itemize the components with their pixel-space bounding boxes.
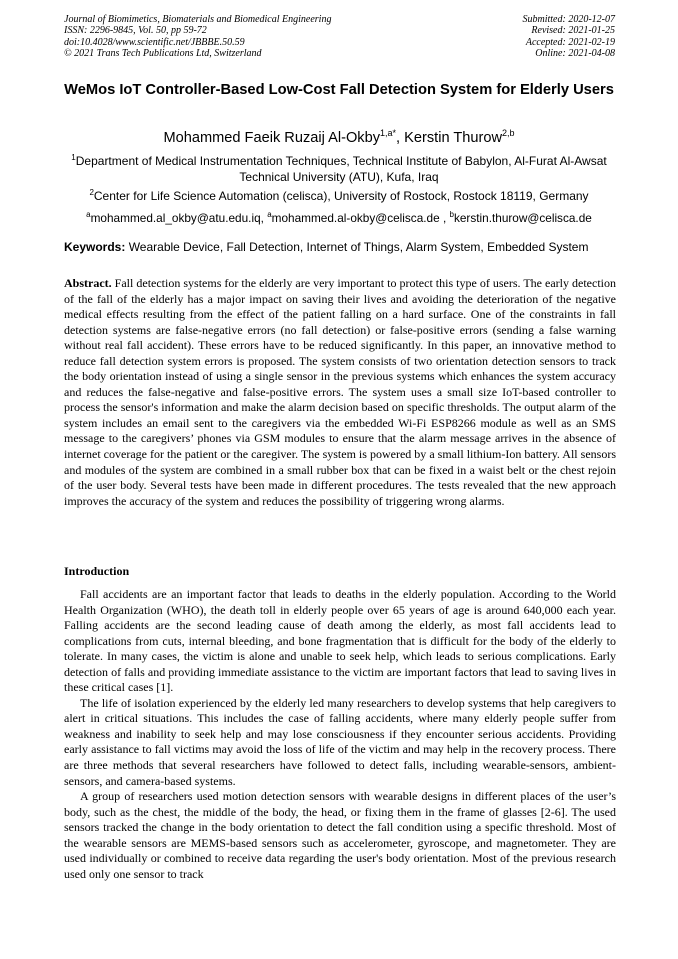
keywords (64, 240, 616, 255)
author-emails (62, 207, 616, 226)
author-affiliation-mark: 2,b (502, 128, 515, 138)
abstract-text: Fall detection systems for the elderly are very important to protect this type of users. The early detection of the fall of the elderly has a major impact on saving their lives and avoiding the deterioration of the negative medical effects resulting from the effect of the patient falling on a hard surface. One of the constraints in fall detection systems are false-negative errors (no fall detection) or false-positive errors (sending a false warning without real fall accident). These errors have to be reduced significantly. In this paper, an innovative method to reduce fall detection system errors is proposed. The system consists of two orientation detection sensors to track the body orientation instead of using a single sensor in the previous systems which enhances the system accuracy and reduces the false-negative and false-positive errors. The system uses a small size IoT-based controller to process the sensor's information and make the alarm decision based on specific thresholds. The output alarm of the system includes an email sent to the caregivers via the embedded Wi-Fi ESP8266 module as well as an SMS message to the caregivers’ phones via GSM modules to ensure that the alarm message arrives in the absence of internet coverage for the patient or the caregiver. The system is powered by a small lithium-Ion battery. All sensors and modules of the system are combined in a small rubber box that can be fixed in a waist belt or the chest rejoin of the user body. Several tests have been made in different procedures. The tests revealed that the new approach improves the accuracy of the system and reduces the possibility of triggering wrong alarms. (64, 276, 616, 508)
affiliation (62, 150, 616, 185)
abstract-label: Abstract. (64, 276, 112, 290)
author-name: Mohammed Faeik Ruzaij Al-Okby (163, 129, 381, 146)
author-affiliation-mark: 1,a* (380, 128, 397, 138)
journal-doi: doi:10.4028/www.scientific.net/JBBBE.50.59 (64, 36, 245, 48)
email-address[interactable]: mohammed.al_okby@atu.edu.iq, (90, 210, 268, 225)
journal-header (64, 14, 331, 59)
journal-name: Journal of Biomimetics, Biomaterials and Biomedical Engineering (64, 14, 332, 25)
section-heading-introduction: Introduction (64, 564, 130, 578)
paragraph: The life of isolation experienced by the elderly led many researchers to develop systems that help caregivers to alert in critical situations. This includes the case of falling accidents, where many elderly people suffer from weakness and inability to seek help and may lose consciousness if they encounter serious accidents. Providing early assistance to fall victims may avoid the loss of life of the victim and may help in the recovery process. There are three methods that several researchers have followed to detect falls, including wearable-sensors, ambient-sensors, and camera-based systems. (64, 695, 616, 788)
paragraph: A group of researchers used motion detection sensors with wearable designs in different places of the user’s body, such as the chest, the middle of the body, the head, or fixing them in the frame of glasses [2-6]. The used sensors tracked the change in the body orientation to detect the fall condition using a specific threshold. Most of the wearable sensors are MEMS-based sensors such as accelerometer, gyroscope, and magnetometer. They are used individually or combined to receive data regarding the user's body orientation. Most of the previous research used only one sensor to track (64, 789, 616, 881)
email-address[interactable]: kerstin.thurow@celisca.de (453, 210, 592, 225)
keywords-label: Keywords: (64, 240, 126, 254)
author-name: Kerstin Thurow (404, 129, 503, 146)
journal-copyright: © 2021 Trans Tech Publications Ltd, Switzerland (64, 47, 262, 59)
affiliation (62, 185, 616, 205)
author-list (62, 124, 616, 147)
email-mark: a (86, 210, 91, 219)
author-separator: , (396, 129, 405, 146)
paper-title: WeMos IoT Controller-Based Low-Cost Fall Detection System for Elderly Users (64, 82, 614, 98)
affiliation-text: Center for Life Science Automation (celisca), University of Rostock, Rostock 18119, Germany (93, 189, 589, 203)
abstract (64, 276, 616, 509)
keywords-text: Wearable Device, Fall Detection, Internet of Things, Alarm System, Embedded System (125, 240, 589, 254)
email-mark: b (449, 210, 454, 219)
introduction-body (64, 587, 616, 882)
affiliation-text: Department of Medical Instrumentation Techniques, Technical Institute of Babylon, Al-Furat Al-Awsat Technical University (ATU), Kufa, Iraq (75, 154, 607, 184)
date-online: Online: 2021-04-08 (535, 47, 615, 59)
date-accepted: Accepted: 2021-02-19 (525, 36, 615, 48)
journal-issn: ISSN: 2296-9845, Vol. 50, pp 59-72 (64, 25, 207, 37)
affiliation-mark: 2 (89, 188, 94, 197)
dates-header (523, 14, 616, 59)
date-revised: Revised: 2021-01-25 (531, 25, 615, 37)
affiliation-mark: 1 (71, 153, 76, 162)
paragraph: Fall accidents are an important factor that leads to deaths in the elderly population. According to the World Health Organization (WHO), the death toll in elderly people over 65 years of age is around 640,000 each year. Falling accidents are the second leading cause of death among the elderly, as most fall accidents lead to complications from cuts, internal bleeding, and bone fragmentation that is difficult for the body of the elderly to tolerate. In many cases, the victim is alone and unable to seek help, which leads to serious complications. Early detection of falls and providing immediate assistance to the victim are important factors that lead to saving lives in these critical cases [1]. (64, 587, 616, 695)
date-submitted: Submitted: 2020-12-07 (522, 14, 615, 25)
email-address[interactable]: mohammed.al-okby@celisca.de , (271, 210, 450, 225)
email-mark: a (267, 210, 272, 219)
